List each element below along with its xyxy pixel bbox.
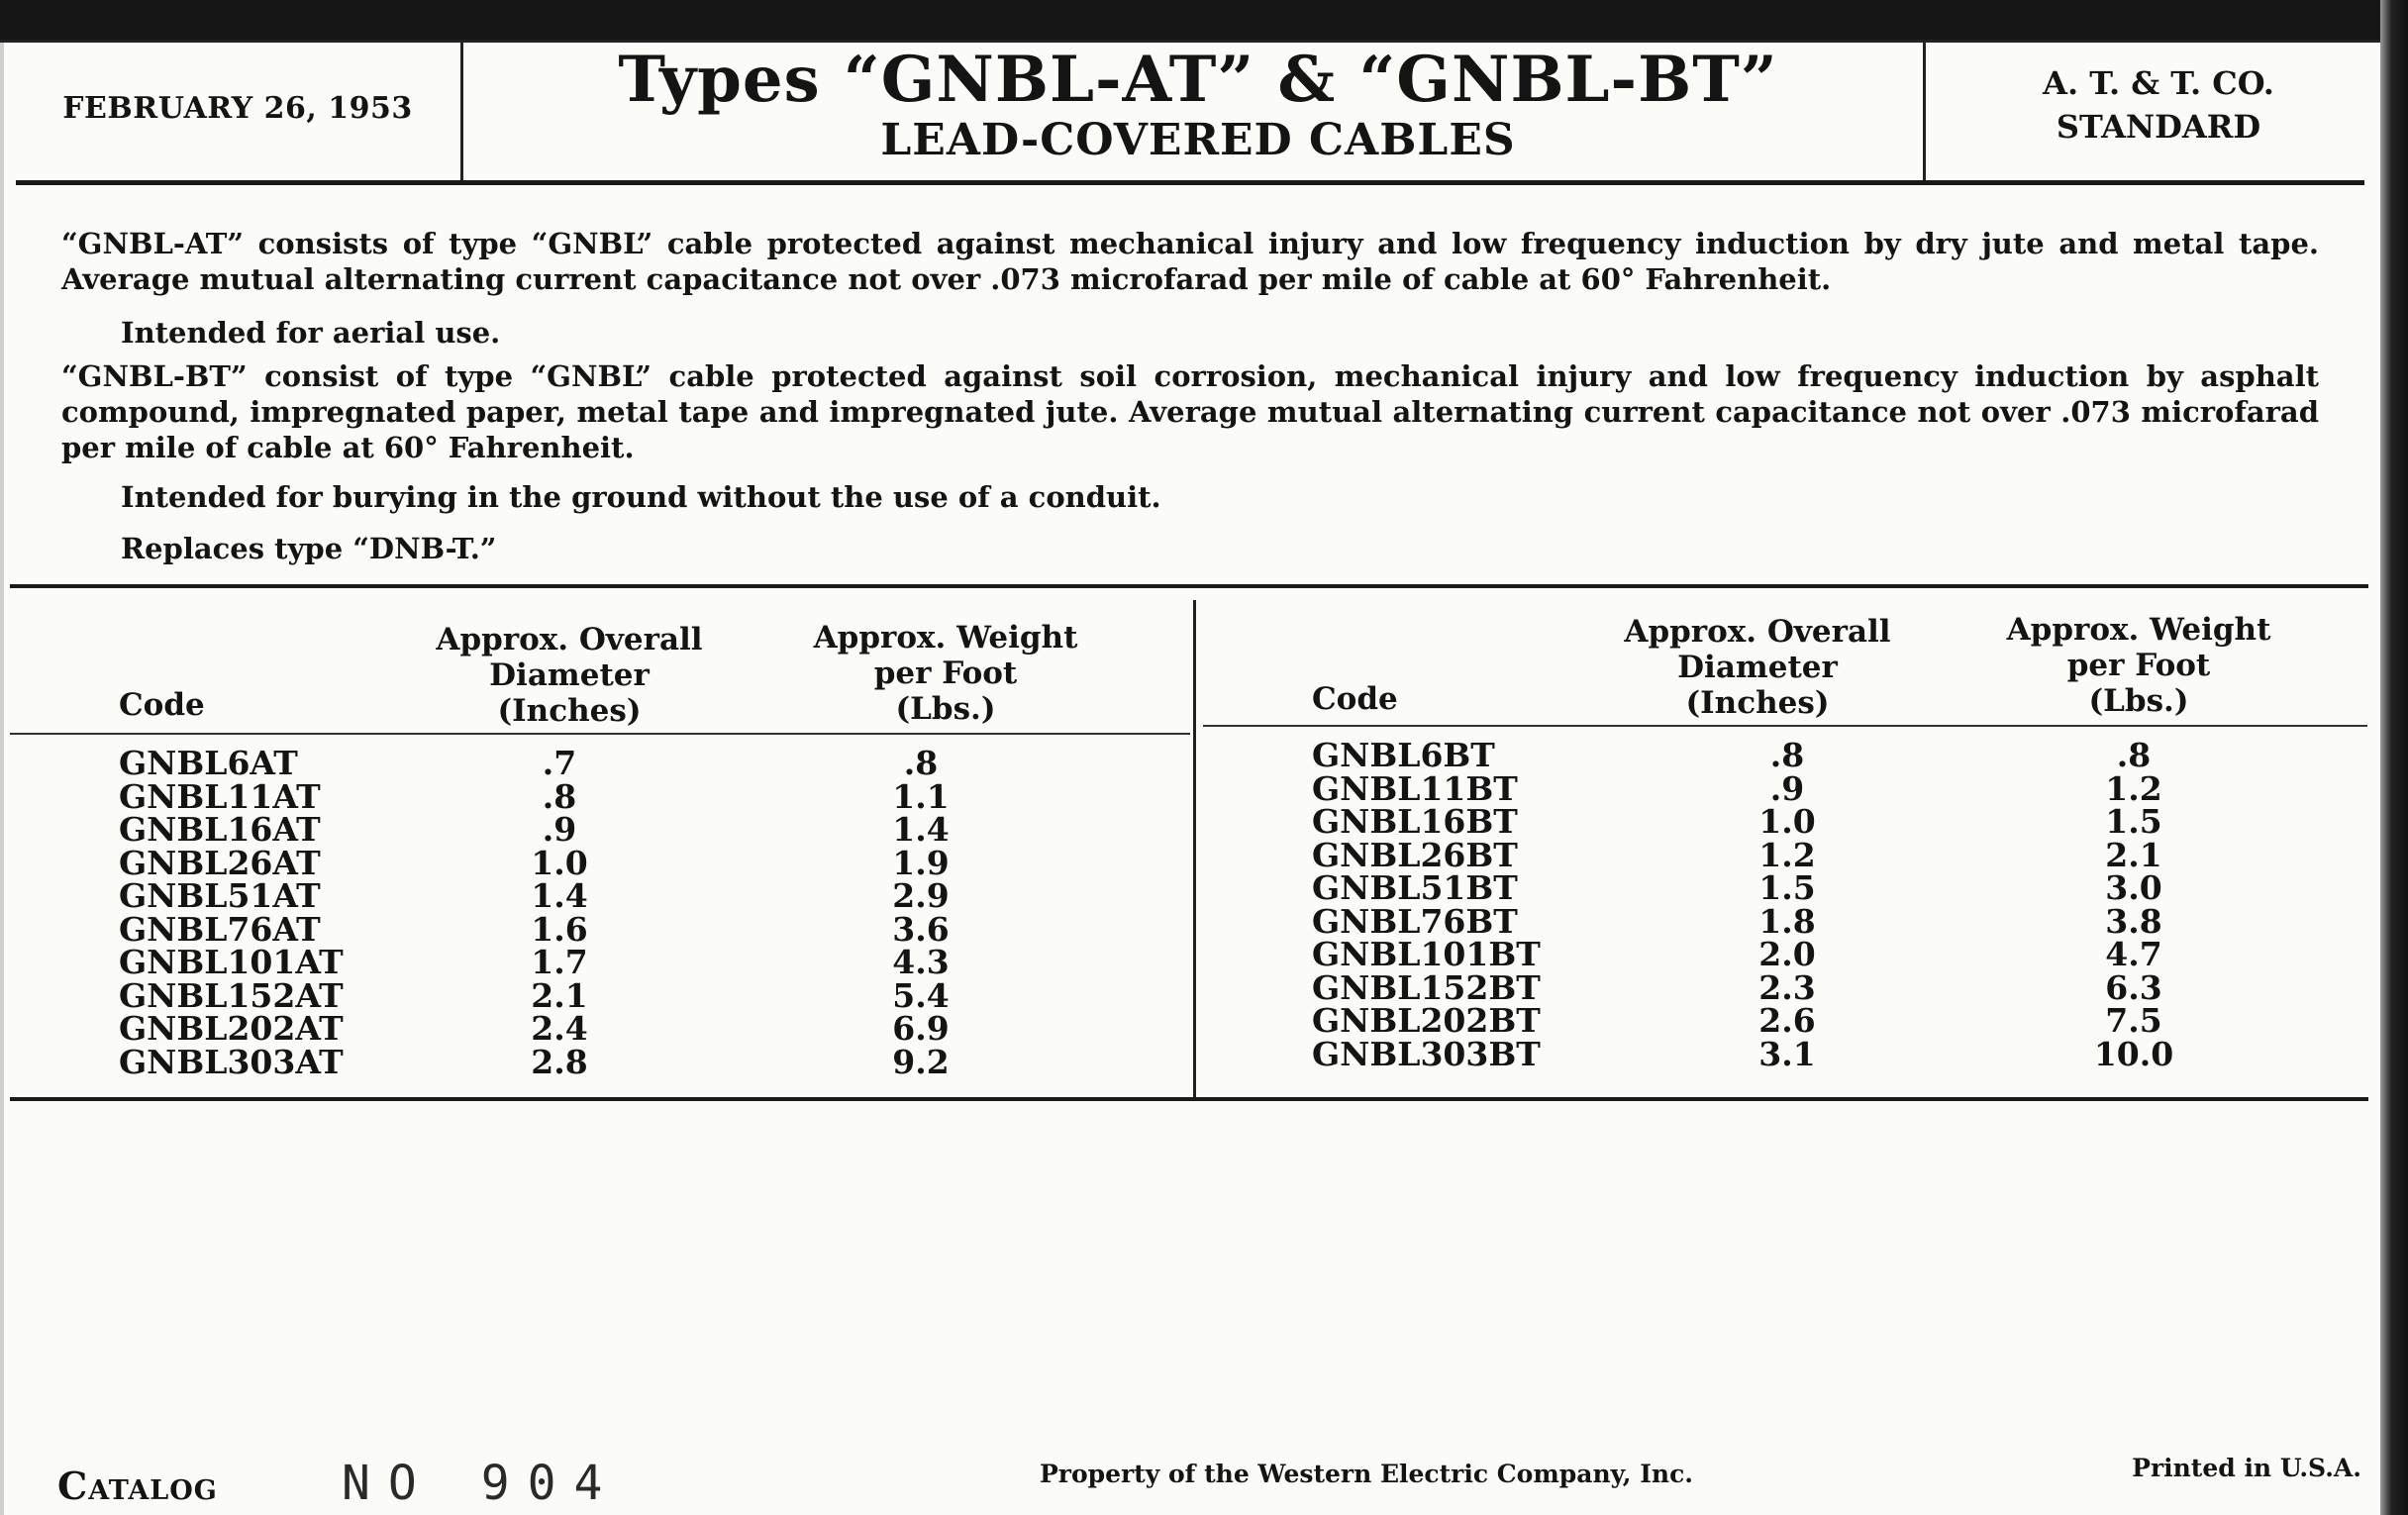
table-header-rule-right xyxy=(1203,725,2367,727)
code-cell: GNBL303BT xyxy=(1312,1034,1541,1073)
weight-cell: 1.4 xyxy=(892,810,950,849)
diameter-cell: 2.0 xyxy=(1758,935,1816,973)
printed-notice: Printed in U.S.A. xyxy=(2132,1454,2361,1482)
code-cell: GNBL6BT xyxy=(1312,736,1495,774)
replaces-note: Replaces type “DNB-T.” xyxy=(121,532,497,565)
header-diameter-line1: Approx. Overall xyxy=(436,622,703,657)
table-row xyxy=(119,776,1168,816)
header-diameter-bt xyxy=(1584,614,1931,721)
table-row xyxy=(119,1042,1168,1081)
header-diameter-line3: (Inches) xyxy=(497,693,642,729)
header-diameter-line3: (Inches) xyxy=(1685,685,1830,721)
weight-cell: 1.9 xyxy=(892,843,950,882)
code-cell: GNBL11AT xyxy=(119,776,321,816)
header-weight-at xyxy=(772,620,1119,727)
weight-cell: 3.0 xyxy=(2105,868,2162,907)
standard-mark xyxy=(1931,61,2386,149)
catalog-number: NO 904 xyxy=(342,1456,621,1511)
header-bottom-rule xyxy=(16,180,2364,185)
diameter-cell: 2.8 xyxy=(531,1042,588,1081)
header-diameter-line1: Approx. Overall xyxy=(1624,614,1891,650)
catalog-label: Catalog xyxy=(57,1464,218,1508)
standard-line-1: A. T. & T. CO. xyxy=(2043,64,2274,102)
code-cell: GNBL76BT xyxy=(1312,901,1518,941)
scan-top-border xyxy=(0,0,2408,40)
code-cell: GNBL152AT xyxy=(119,975,344,1015)
diameter-cell: 1.0 xyxy=(531,843,588,882)
diameter-cell: .7 xyxy=(542,744,577,782)
weight-cell: 7.5 xyxy=(2105,1001,2162,1040)
weight-cell: 4.3 xyxy=(892,943,950,981)
diameter-cell: 2.6 xyxy=(1758,1001,1816,1040)
diameter-cell: 1.7 xyxy=(531,943,588,981)
table-row xyxy=(1312,935,2381,973)
table-row xyxy=(1312,1001,2381,1040)
table-row xyxy=(1312,1034,2381,1073)
header-diameter-at xyxy=(396,622,743,729)
table-row xyxy=(119,876,1168,915)
code-cell: GNBL51BT xyxy=(1312,868,1518,907)
table-row xyxy=(1312,967,2381,1007)
diameter-cell: 2.1 xyxy=(531,975,588,1015)
table-row xyxy=(119,744,1168,782)
code-cell: GNBL26BT xyxy=(1312,835,1518,874)
table-center-divider xyxy=(1193,600,1196,1097)
table-row xyxy=(119,1009,1168,1048)
code-cell: GNBL152BT xyxy=(1312,967,1541,1007)
table-row xyxy=(119,909,1168,949)
header-code-at: Code xyxy=(119,687,205,723)
bt-table-body xyxy=(1312,736,2381,1073)
header-weight-bt xyxy=(1965,612,2312,719)
weight-cell: 6.3 xyxy=(2105,967,2162,1007)
code-cell: GNBL202AT xyxy=(119,1009,344,1048)
diameter-cell: 2.4 xyxy=(531,1009,588,1048)
header-weight-line2: per Foot xyxy=(2066,648,2211,683)
table-row xyxy=(119,943,1168,981)
property-notice: Property of the Western Electric Company, Inc. xyxy=(1039,1460,1693,1488)
code-cell: GNBL76AT xyxy=(119,909,321,949)
diameter-cell: .9 xyxy=(1769,768,1805,808)
header-weight-line3: (Lbs.) xyxy=(895,691,996,727)
table-header-rule-left xyxy=(10,733,1190,735)
code-cell: GNBL26AT xyxy=(119,843,321,882)
table-row xyxy=(1312,768,2381,808)
weight-cell: 1.1 xyxy=(892,776,950,816)
weight-cell: 3.8 xyxy=(2105,901,2162,941)
table-row xyxy=(1312,901,2381,941)
header-weight-line2: per Foot xyxy=(873,656,1018,691)
code-cell: GNBL16AT xyxy=(119,810,321,849)
weight-cell: .8 xyxy=(2116,736,2152,774)
at-table-body xyxy=(119,744,1168,1081)
weight-cell: 2.1 xyxy=(2105,835,2162,874)
diameter-cell: 1.4 xyxy=(531,876,588,915)
table-row xyxy=(1312,868,2381,907)
description-at-use: Intended for aerial use. xyxy=(121,316,501,350)
diameter-cell: 1.2 xyxy=(1758,835,1816,874)
diameter-cell: 2.3 xyxy=(1758,967,1816,1007)
description-bt-text: “GNBL-BT” consist of type “GNBL” cable protected against soil corrosion, mechanical injury and low frequency induction by asphalt compound, impregnated paper, metal tape and impregnated jute. Average mutual alternating current capacitance not over .073 microfarad per mile of cable at 60° Fahrenheit. xyxy=(61,359,2319,464)
scan-right-border xyxy=(2380,0,2408,1515)
table-row xyxy=(1312,736,2381,774)
table-top-rule xyxy=(10,584,2368,588)
code-cell: GNBL51AT xyxy=(119,876,321,915)
diameter-cell: 1.0 xyxy=(1758,802,1816,841)
weight-cell: 6.9 xyxy=(892,1009,950,1048)
scan-left-edge xyxy=(0,40,4,1515)
table-row xyxy=(119,843,1168,882)
code-cell: GNBL11BT xyxy=(1312,768,1518,808)
diameter-cell: .9 xyxy=(542,810,577,849)
diameter-cell: 1.6 xyxy=(531,909,588,949)
diameter-cell: 3.1 xyxy=(1758,1034,1816,1073)
diameter-cell: 1.5 xyxy=(1758,868,1816,907)
code-cell: GNBL202BT xyxy=(1312,1001,1541,1040)
header-weight-line1: Approx. Weight xyxy=(2006,612,2271,648)
diameter-cell: 1.8 xyxy=(1758,901,1816,941)
table-row xyxy=(1312,835,2381,874)
header-date: FEBRUARY 26, 1953 xyxy=(62,91,413,126)
code-cell: GNBL303AT xyxy=(119,1042,344,1081)
description-bt-use: Intended for burying in the ground without the use of a conduit. xyxy=(121,480,1161,514)
header-diameter-line2: Diameter xyxy=(489,657,650,693)
code-cell: GNBL16BT xyxy=(1312,802,1518,841)
standard-line-2: STANDARD xyxy=(2056,108,2261,146)
code-cell: GNBL101AT xyxy=(119,943,344,981)
header-weight-line3: (Lbs.) xyxy=(2088,683,2189,719)
weight-cell: 4.7 xyxy=(2105,935,2162,973)
description-bt xyxy=(61,358,2319,465)
code-cell: GNBL101BT xyxy=(1312,935,1541,973)
table-bottom-rule xyxy=(10,1097,2368,1101)
weight-cell: 5.4 xyxy=(892,975,950,1015)
weight-cell: 1.5 xyxy=(2105,802,2162,841)
weight-cell: 9.2 xyxy=(892,1042,950,1081)
description-at xyxy=(61,226,2319,297)
weight-cell: .8 xyxy=(903,744,939,782)
table-row xyxy=(119,810,1168,849)
header-code-bt: Code xyxy=(1312,681,1398,717)
weight-cell: 1.2 xyxy=(2105,768,2162,808)
header-divider-left xyxy=(460,40,463,180)
header-diameter-line2: Diameter xyxy=(1677,650,1838,685)
weight-cell: 3.6 xyxy=(892,909,950,949)
code-cell: GNBL6AT xyxy=(119,744,298,782)
diameter-cell: .8 xyxy=(542,776,577,816)
description-at-text: “GNBL-AT” consists of type “GNBL” cable protected against mechanical injury and low frequency induction by dry jute and metal tape. Average mutual alternating current capacitance not over .073 microfarad per mile of cable at 60° Fahrenheit. xyxy=(61,227,2319,296)
table-row xyxy=(119,975,1168,1015)
weight-cell: 10.0 xyxy=(2093,1034,2174,1073)
weight-cell: 2.9 xyxy=(892,876,950,915)
page-title: Types “GNBL-AT” & “GNBL-BT” xyxy=(618,43,1778,117)
page-subtitle: LEAD-COVERED CABLES xyxy=(880,115,1516,165)
header-weight-line1: Approx. Weight xyxy=(813,620,1078,656)
diameter-cell: .8 xyxy=(1769,736,1805,774)
table-row xyxy=(1312,802,2381,841)
